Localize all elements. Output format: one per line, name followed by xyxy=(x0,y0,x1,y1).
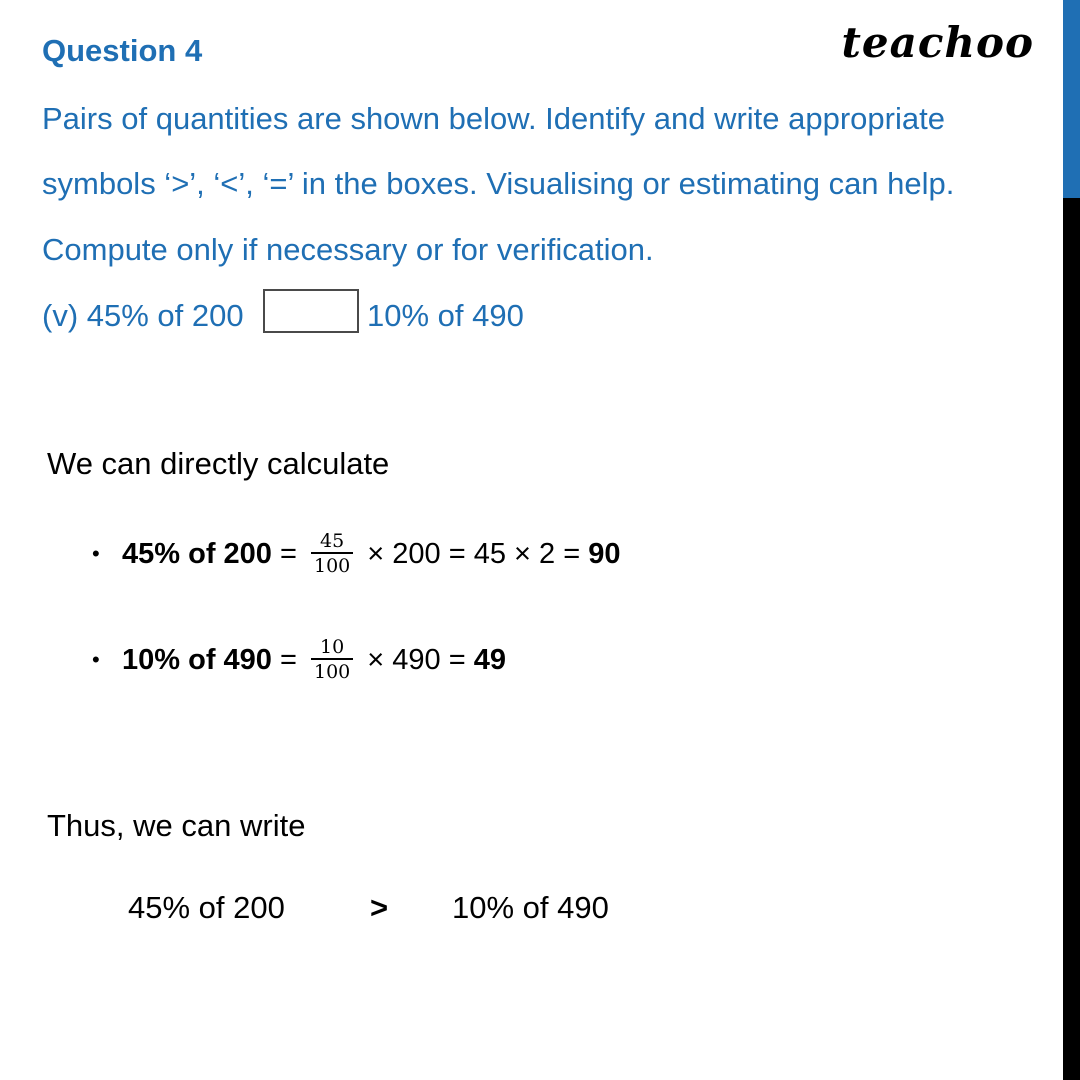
calc2-equals: = xyxy=(271,643,305,676)
solution-intro: We can directly calculate xyxy=(47,446,390,481)
final-left: 45% of 200 xyxy=(128,890,285,925)
calc2-label: 10% of 490 xyxy=(122,643,272,676)
solution-conclusion: Thus, we can write xyxy=(47,808,306,843)
calc2-denominator: 100 xyxy=(311,658,353,684)
calc1-numerator: 45 xyxy=(320,530,345,552)
question-line-2: symbols ‘>’, ‘<’, ‘=’ in the boxes. Visualising or estimating can help. xyxy=(42,166,955,201)
teachoo-logo: teachoo xyxy=(841,18,1034,67)
calc1-equals: = xyxy=(271,537,305,570)
answer-box[interactable] xyxy=(263,289,359,333)
question-part-right: 10% of 490 xyxy=(367,298,524,333)
final-symbol: > xyxy=(370,890,389,925)
calc1-fraction xyxy=(311,530,353,578)
sidebar-dark-bar xyxy=(1063,198,1080,1080)
question-title: Question 4 xyxy=(42,33,203,68)
question-line-3: Compute only if necessary or for verification. xyxy=(42,232,654,267)
calc2-result: 49 xyxy=(473,643,507,676)
calc2-steps: × 490 = xyxy=(359,643,474,676)
final-right: 10% of 490 xyxy=(452,890,609,925)
calc1-steps: × 200 = 45 × 2 = xyxy=(359,537,589,570)
sidebar-accent-bar xyxy=(1063,0,1080,198)
calc1-denominator: 100 xyxy=(311,552,353,578)
calc2-fraction xyxy=(311,636,353,684)
question-line-1: Pairs of quantities are shown below. Identify and write appropriate xyxy=(42,101,945,136)
bullet-icon: • xyxy=(92,541,100,566)
calc-row-1 xyxy=(92,530,621,578)
calc-row-2 xyxy=(92,636,506,684)
question-part-left: (v) 45% of 200 xyxy=(42,298,244,333)
calc1-label: 45% of 200 xyxy=(122,537,272,570)
calc2-numerator: 10 xyxy=(320,636,345,658)
calc1-result: 90 xyxy=(588,537,621,570)
bullet-icon: • xyxy=(92,647,100,672)
